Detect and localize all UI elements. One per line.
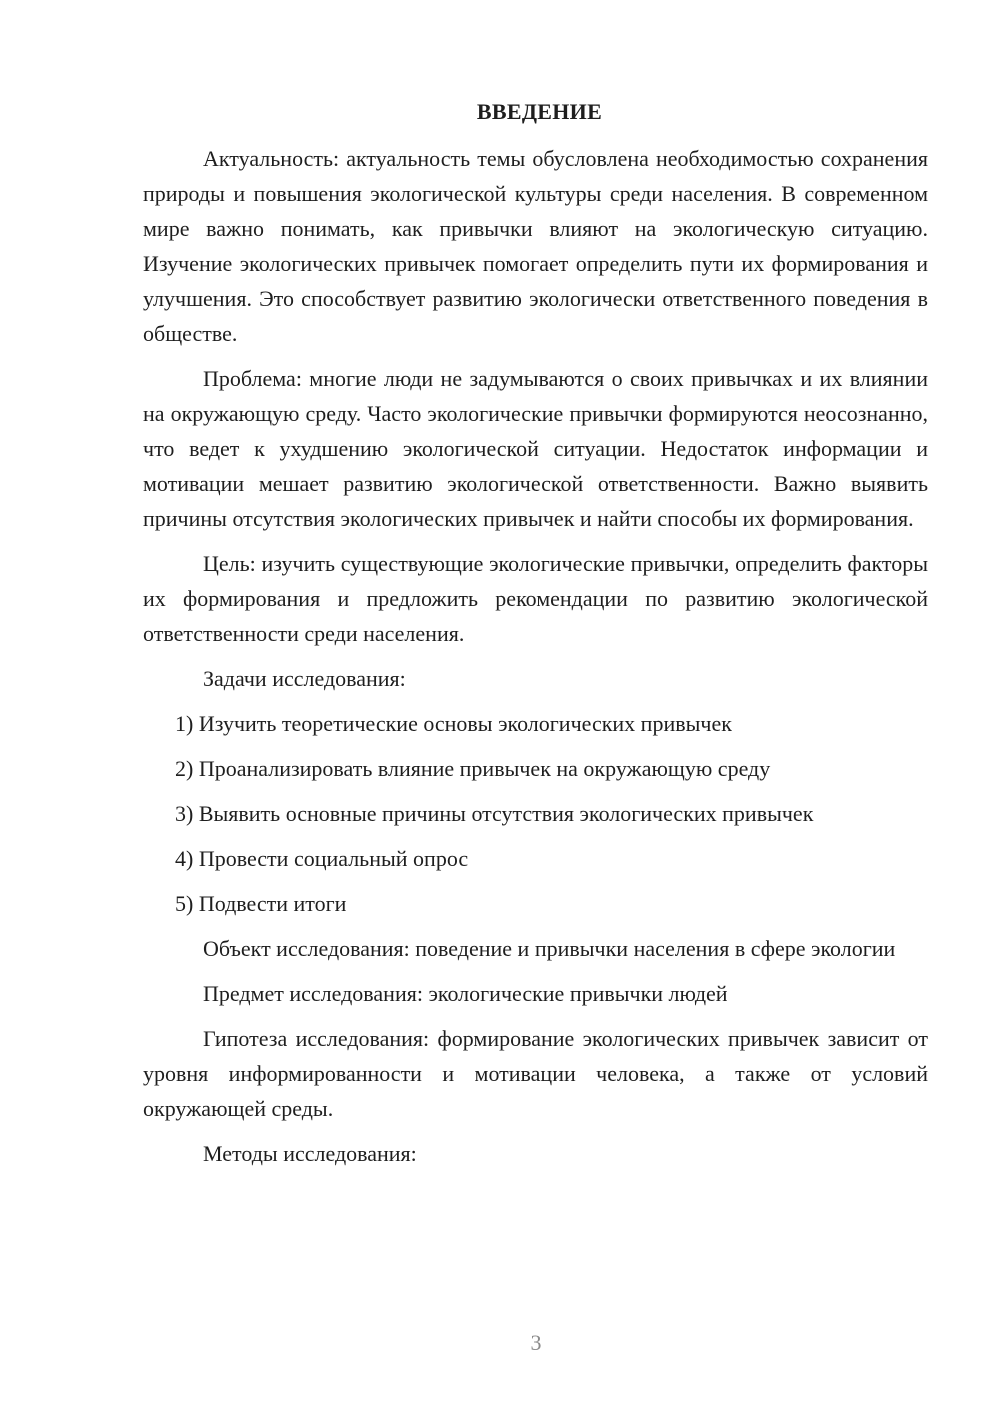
goal-paragraph: Цель: изучить существующие экологические привычки, определить факторы их формирования и предложить рекомендации по развитию экологической ответственности среди населения. — [143, 551, 928, 646]
task-item: 2) Проанализировать влияние привычек на окружающую среду — [175, 756, 771, 781]
relevance-paragraph: Актуальность: актуальность темы обусловлена необходимостью сохранения природы и повышения экологической культуры среди населения. В современном мире важно понимать, как привычки влияют на экологическую ситуацию. Изучение экологических привычек помогает определить пути их формирования и улучшения. Это способствует развитию экологически ответственного поведения в обществе. — [143, 146, 928, 346]
task-item: 4) Провести социальный опрос — [175, 846, 469, 871]
problem-paragraph: Проблема: многие люди не задумываются о своих привычках и их влиянии на окружающую среду. Часто экологические привычки формируются неосознанно, что ведет к ухудшению экологической ситуации. Недостаток информации и мотивации мешает развитию экологической ответственности. Важно выявить причины отсутствия экологических привычек и найти способы их формирования. — [143, 366, 928, 531]
task-item: 3) Выявить основные причины отсутствия экологических привычек — [175, 801, 814, 826]
hypothesis-paragraph: Гипотеза исследования: формирование экологических привычек зависит от уровня информированности и мотивации человека, а также от условий окружающей среды. — [143, 1026, 928, 1121]
tasks-heading: Задачи исследования: — [203, 666, 406, 691]
page-title: ВВЕДЕНИЕ — [476, 99, 603, 124]
task-item: 1) Изучить теоретические основы экологических привычек — [175, 711, 732, 736]
tasks-list — [143, 706, 928, 921]
page-content — [143, 94, 928, 1181]
methods-heading: Методы исследования: — [203, 1141, 417, 1166]
object-paragraph: Объект исследования: поведение и привычки населения в сфере экологии — [203, 936, 896, 961]
task-item: 5) Подвести итоги — [175, 891, 347, 916]
subject-paragraph: Предмет исследования: экологические привычки людей — [203, 981, 728, 1006]
page-number: 3 — [530, 1330, 542, 1355]
